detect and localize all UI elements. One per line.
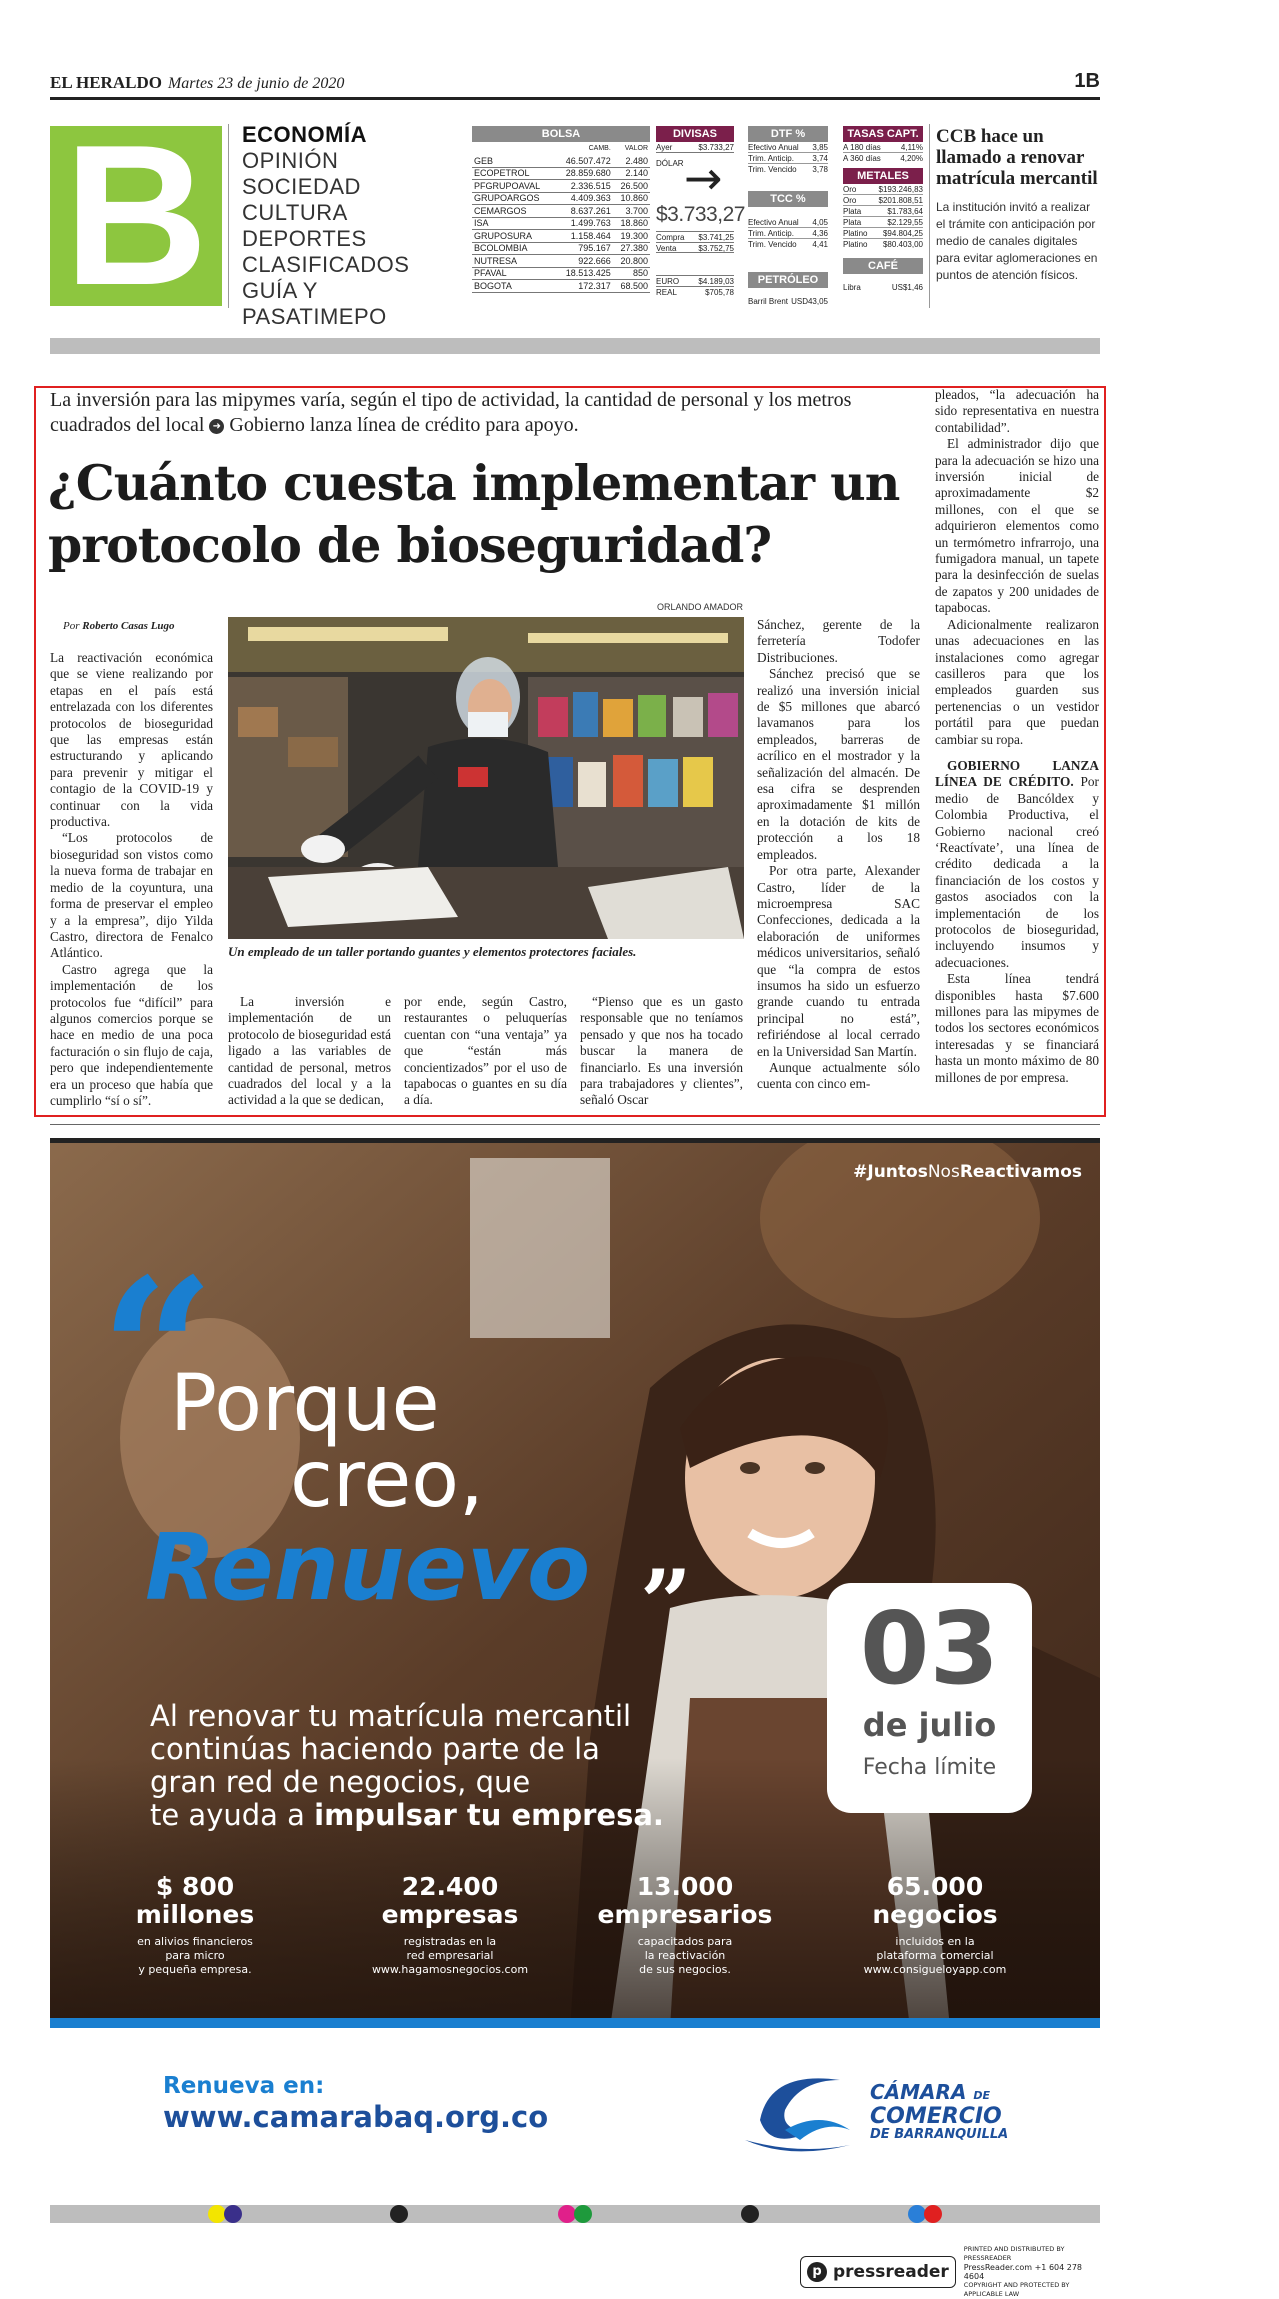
table-row: PFAVAL 18.513.425 850 [474,268,648,279]
registration-dot [741,2205,759,2223]
table-row: PFGRUPOAVAL 2.336.515 26.500 [474,180,648,191]
page-header [50,70,1100,100]
section-item-opinion[interactable]: OPINIÓN [242,148,339,173]
section-item-clasificados[interactable]: CLASIFICADOS [242,252,410,277]
registration-dot [390,2205,408,2223]
article-column-5: Sánchez, gerente de la ferretería Todofer Distribuciones. Sánchez precisó que se realizó una inversión inicial de $5 millones que abarcó lavamanos para los empleados, barreras de acrílico en el mostrador y la señalización del almacén. De esa cifra se desprenden aproximadamente $1 millón en la dotación de kits de protección a los 18 empleados. Por otra parte, Alexander Castro, líder de la microempresa SAC Confecciones, dedicada a la elaboración de uniformes médicos universitarios, señaló que “la compra de estos insumos ha sido un esfuerzo grande cuando tu entrada principal no está”, refiriéndose al local cerrado en la Universidad San Martín. Aunque actualmente sólo cuenta con cinco em- [757,617,920,1092]
deadline-day: 03 [859,1590,1000,1707]
section-letter: B [50,126,222,306]
dtf-title: DTF % [748,126,828,142]
pressreader-logo-icon: p [807,2262,827,2282]
ad-body: Al renovar tu matrícula mercantil continúas haciendo parte de la gran red de negocios, que te ayuda a impulsar tu empresa. [150,1699,664,1832]
tasas-title: TASAS CAPT. [843,126,923,142]
bolsa-title: BOLSA [472,126,650,142]
quote-close-icon: ” [640,1550,692,1656]
deadline-card [827,1583,1032,1813]
article-column-1: La reactivación económica que se viene realizando por etapas en el país está entrelazada con los diferentes protocolos de bioseguridad que las empresas están estructurando y aplicando para prevenir y mitigar el contagio de la COVID-19 y continuar con la vida productiva. “Los protocolos de bioseguridad son vistos como la nueva forma de trabajar en medio de la coyuntura, una forma de preservar el empleo y a la empresa”, dijo Yilda Castro, directora de Fenalco Atlántico. Castro agrega que la implementación de los protocolos fue “difícil” para algunos comercios porque se hace en medio de una poca facturación o sin flujo de caja, pero que independientemente era un proceso que había que cumplirlo “sí o sí”. [50,650,213,1108]
subhead: GOBIERNO LANZA LÍNEA DE CRÉDITO. [935,757,1099,790]
registration-dot [574,2205,592,2223]
divider [228,124,229,308]
advertisement[interactable] [50,1138,1100,2028]
arrow-bullet-icon: ➜ [209,419,224,434]
issue-date: Martes 23 de junio de 2020 [167,75,345,92]
cafe-title: CAFÉ [843,258,923,274]
table-row: ECOPETROL 28.859.680 2.140 [474,168,648,179]
tcc-title: TCC % [748,191,828,207]
table-row: ISA 1.499.763 18.860 [474,218,648,229]
photo-caption: Un empleado de un taller portando guantes y elementos protectores faciales. [228,944,637,959]
ad-stat: 65.000 negocios incluidos en la plataforma comercial www.consigueloyapp.com [863,1872,1007,1976]
pressreader-notice: PRINTED AND DISTRIBUTED BY PRESSREADER PressReader.com +1 604 278 4604 COPYRIGHT AND PROTECTED BY APPLICABLE LAW [963,2245,1083,2298]
section-item-guia[interactable]: GUÍA Y PASATIMEPO [242,278,387,329]
bolsa-col2: VALOR [624,144,648,152]
ad-quote-line-1: Porque [170,1359,440,1449]
metales-title: METALES [843,168,923,184]
section-item-sociedad[interactable]: SOCIEDAD [242,174,361,199]
article-column-4: “Pienso que es un gasto responsable que no teníamos pensado y que nos ha tocado buscar la manera de financiarlo. Es una inversión para trabajadores y clientes”, señaló Oscar [580,994,743,1108]
registration-dot [924,2205,942,2223]
table-row: CEMARGOS 8.637.261 3.700 [474,205,648,216]
ad-stat: 13.000 empresarios capacitados para la reactivación de sus negocios. [597,1872,773,1976]
registration-dot [224,2205,242,2223]
rates-box: DTF % Efectivo Anual 3,85 Trim. Anticip. 3,74 Trim. Vencido 3,78 TCC % Efectivo Anual 4,05 Trim. Anticip. 4,36 Trim. Vencido 4,41 PETRÓLEO Barril Brent USD43,05 [748,128,828,306]
arrow-right-icon: → [684,151,723,205]
ad-stat: 22.400 empresas registradas en la red empresarial www.hagamosnegocios.com [371,1872,529,1976]
article-column-3: por ende, según Castro, restaurantes o peluquerías cuentan con “una ventaja” ya que “están más concientizados” por el uso de tapabocas o guantes en su día a día. [404,994,567,1108]
petroleo-title: PETRÓLEO [748,272,828,288]
table-row: GRUPOSURA 1.158.464 19.300 [474,230,648,241]
section-item-deportes[interactable]: DEPORTES [242,226,367,251]
article-column-2: La inversión e implementación de un protocolo de bioseguridad está ligado a las variables de cantidad de personal, metros cuadrados del local y a la actividad a la que se dedican, [228,994,391,1108]
ad-quote-line-3: Renuevo [145,1514,591,1621]
deadline-month: de julio [862,1706,997,1744]
table-row: NUTRESA 922.666 20.800 [474,255,648,266]
photo-credit: ORLANDO AMADOR [656,602,743,612]
table-row: BCOLOMBIA 795.167 27.380 [474,243,648,254]
sidebar-news-title[interactable]: CCB hace un llamado a renovar matrícula mercantil [936,126,1098,189]
article-headline: ¿Cuánto cuesta implementar un protocolo de bioseguridad? [48,454,900,574]
divisas-title: DIVISAS [656,126,734,142]
article-photo[interactable] [228,617,744,939]
chamber-logo-text: CÁMARA DE COMERCIO DE BARRANQUILLA [870,2080,1009,2142]
renew-label: Renueva en: [163,2073,325,2099]
section-rule [50,1124,1100,1125]
bolsa-table [472,126,650,293]
pressreader-badge[interactable] [800,2245,1100,2298]
table-row: GEB 46.507.472 2.480 [474,155,648,166]
sidebar-news-body: La institución invitó a realizar el trámite con anticipación por medio de canales digitales para evitar aglomeraciones en puntos de atención físicos. [936,200,1098,282]
ad-quote-line-2: creo, [290,1435,484,1525]
page-number: 1B [1074,70,1100,92]
article-lead: La inversión para las mipymes varía, según el tipo de actividad, la cantidad de personal y los metros cuadrados del local ➜ Gobierno lanza línea de crédito para apoyo. [50,389,852,436]
divisas-box: DIVISAS Ayer $3.733,27 DÓLAR → $3.733,27 Compra $3.741,25 Venta $3.752,75 EURO $4.189,03 REAL $705,78 [656,128,745,297]
section-nav [242,122,467,330]
quote-open-icon: “ [100,1235,216,1470]
divider [929,124,930,308]
table-row: BOGOTA 172.317 68.500 [474,280,648,291]
metals-box: TASAS CAPT. A 180 días 4,11% A 360 días 4,20% METALES Oro $193.246,83 Oro $201.808,51 Plata $1.783,64 Plata $2.129,55 Platino $94.804,25 Platino $80.403,00 CAFÉ Libra US$1,46 [843,128,923,292]
hashtag: #JuntosNosReactivamos [853,1162,1082,1182]
table-row: GRUPOARGOS 4.409.363 10.860 [474,193,648,204]
separator-bar [50,338,1100,354]
ad-stat: $ 800 millones en alivios financieros para micro y pequeña empresa. [135,1872,255,1976]
dolar-price: $3.733,27 [656,203,745,226]
deadline-label: Fecha límite [862,1755,997,1780]
pressreader-brand: pressreader [833,2262,949,2282]
article-column-6: pleados, “la adecuación ha sido representativa en nuestra contabilidad”. El administrador dijo que para la adecuación se hizo una inversión inicial de aproximadamente $2 millones, con el que se adquirieron elementos como un termómetro infrarrojo, una fumigadora manual, un tapete para la desinfección de suelas de zapatos y 200 unidades de tapabocas. Adicionalmente realizaron unas adecuaciones en las instalaciones como agregar casilleros para que los empleados guarden sus pertenencias o un vestidor portátil para que puedan cambiar su ropa. GOBIERNO LANZA LÍNEA DE CRÉDITO. Por medio de Bancóldex y Colombia Productiva, el Gobierno nacional creó ‘Reactívate’, una línea de crédito dedicada a la financiación de los costos y gastos asociados con la implementación de los protocolos de bioseguridad, incluyendo insumos y adecuaciones. Esta línea tendrá disponibles hasta $7.600 millones para las mipymes de todos los sectores económicos interesadas y se financiará hasta un monto máximo de 80 millones de por empresa. [935,387,1099,1085]
section-item-economia[interactable]: ECONOMÍA [242,122,367,147]
dolar-label: DÓLAR [656,159,684,168]
sidebar-news [936,126,1100,284]
chamber-logo-icon [740,2060,860,2160]
renew-url[interactable]: www.camarabaq.org.co [163,2100,549,2134]
newspaper-name: EL HERALDO [50,73,162,92]
byline: Por Roberto Casas Lugo [63,620,175,632]
bolsa-col1: CAMB. [588,144,611,152]
section-item-cultura[interactable]: CULTURA [242,200,348,225]
